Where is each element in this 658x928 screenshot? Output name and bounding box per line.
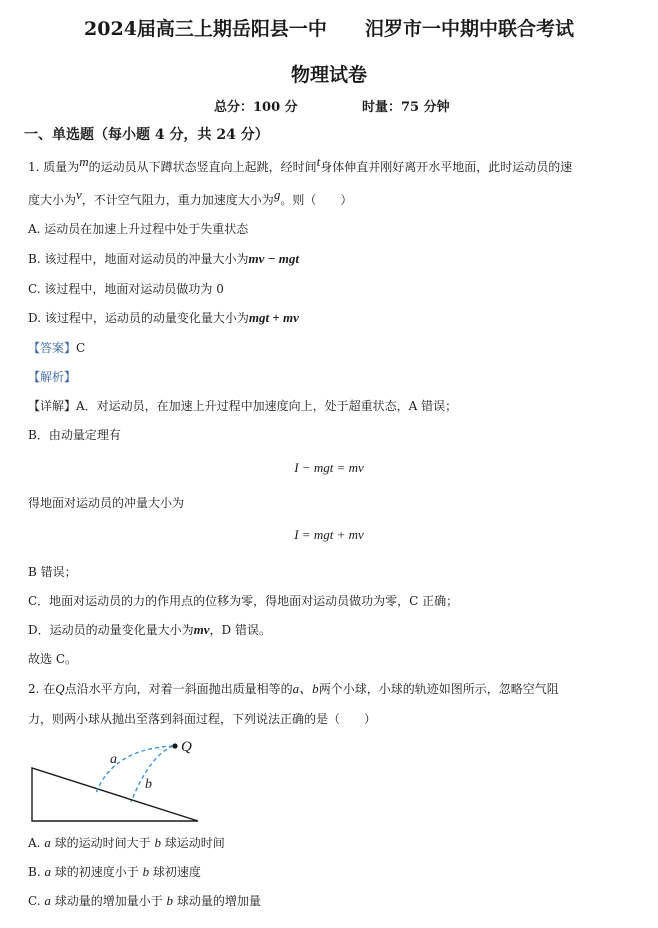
- q2-option-c: [28, 893, 261, 909]
- q1-option-d-text: D. 该过程中，运动员的动量变化量大小为: [28, 311, 249, 325]
- q1-option-a: A. 运动员在加速上升过程中处于失重状态: [28, 222, 249, 236]
- var-v: v: [76, 187, 82, 202]
- q2-option-a: [28, 835, 225, 851]
- detail-d: [28, 622, 271, 638]
- q1-answer: [28, 340, 85, 356]
- q2-stem-a: 2. 在: [28, 682, 56, 696]
- q1-stem-line2: [28, 187, 352, 208]
- q2-option-b-mid: 球的初速度小于: [50, 865, 143, 879]
- q1-stem-b: 的运动员从下蹲状态竖直向上起跳，经时间: [88, 160, 317, 174]
- q2-option-c-v2: b: [166, 893, 174, 908]
- label-b: b: [145, 777, 152, 792]
- q2-option-b-v2: b: [142, 864, 150, 879]
- q2-option-c-mid: 球动量的增加量小于: [50, 894, 167, 908]
- label-a: a: [110, 752, 117, 767]
- q2-option-b-pre: B.: [28, 865, 45, 879]
- q2-stem-line2: 力，则两小球从抛出至落到斜面过程，下列说法正确的是（ ）: [28, 712, 377, 726]
- q1-option-d-expr: mgt + mv: [248, 310, 299, 325]
- launch-point-Q: [172, 743, 177, 748]
- var-t: t: [316, 154, 321, 169]
- incline-triangle: [32, 768, 198, 821]
- q1-option-b-text: B. 该过程中，地面对运动员的冲量大小为: [28, 252, 249, 266]
- q2-stem-b: 点沿水平方向，对着一斜面抛出质量相等的: [64, 682, 293, 696]
- trajectory-b: [131, 746, 173, 802]
- answer-tag: 【答案】: [28, 341, 77, 355]
- q1-option-c: C. 该过程中，地面对运动员做功为 0: [28, 282, 224, 296]
- detail-d-expr: mv: [193, 622, 210, 637]
- detail-b2: 得地面对运动员的冲量大小为: [28, 496, 185, 510]
- var-m: m: [79, 154, 89, 169]
- title-school: 2024届高三上期岳阳县一中: [84, 18, 327, 40]
- q2-option-a-v2: b: [154, 835, 161, 850]
- q1-stem-f: 。则（ ）: [280, 193, 353, 207]
- q2-option-c-post: 球动量的增加量: [173, 894, 261, 908]
- detail-d-end: ，D 错误。: [209, 623, 271, 637]
- equation-1: I − mgt = mv: [294, 460, 364, 475]
- q1-stem-c: 身体伸直并刚好离开水平地面，此时运动员的速: [320, 160, 573, 174]
- analysis-tag: 【解析】: [28, 370, 77, 384]
- q1-option-b: [28, 251, 299, 267]
- total-score: 总分：100 分: [214, 100, 298, 115]
- q2-stem-c: 两个小球，小球的轨迹如图所示，忽略空气阻: [318, 682, 559, 696]
- detail-a-text: A．对运动员，在加速上升过程中加速度向上，处于超重状态，A 错误；: [76, 399, 458, 413]
- var-ab: a、b: [292, 681, 319, 696]
- q1-option-b-expr: mv − mgt: [248, 251, 299, 266]
- section-title: 一、单选题（每小题 4 分，共 24 分）: [24, 127, 269, 143]
- q2-option-a-v1: a: [44, 835, 51, 850]
- title-exam: 汨罗市一中期中联合考试: [364, 18, 574, 40]
- q1-stem-d: 度大小为: [28, 193, 77, 207]
- equation-2: I = mgt + mv: [294, 527, 364, 542]
- q1-option-d: [28, 310, 299, 326]
- detail-tag: 【详解】: [28, 399, 77, 413]
- detail-b: B．由动量定理有: [28, 428, 121, 442]
- q2-option-a-post: 球运动时间: [160, 836, 225, 850]
- q2-option-b-post: 球初速度: [149, 865, 201, 879]
- detail-d-text: D．运动员的动量变化量大小为: [28, 623, 194, 637]
- var-Q: Q: [55, 681, 65, 696]
- detail-c: C．地面对运动员的力的作用点的位移为零，得地面对运动员做功为零，C 正确；: [28, 594, 459, 608]
- q1-stem-line1: [28, 154, 572, 175]
- page-subtitle: 物理试卷: [290, 64, 367, 86]
- q1-stem-a: 1. 质量为: [28, 160, 80, 174]
- q1-stem-e: ，不计空气阻力，重力加速度大小为: [81, 193, 274, 207]
- time-limit: 时量：75 分钟: [362, 100, 450, 115]
- exam-title: [0, 14, 658, 41]
- trajectory-a: [96, 746, 173, 793]
- detail-b3: B 错误；: [28, 565, 77, 579]
- q2-option-c-v1: a: [44, 893, 51, 908]
- label-Q: Q: [181, 739, 192, 755]
- detail-a: [28, 398, 457, 414]
- q2-option-b-v1: a: [44, 864, 51, 879]
- q2-option-c-pre: C.: [28, 894, 45, 908]
- conclusion: 故选 C。: [28, 652, 77, 666]
- answer-value: C: [76, 341, 86, 355]
- q2-option-a-pre: A.: [28, 836, 45, 850]
- var-g: g: [273, 187, 281, 202]
- q2-option-b: [28, 864, 201, 880]
- incline-figure: [28, 733, 203, 825]
- q2-stem-line1: [28, 681, 559, 697]
- q2-option-a-mid: 球的运动时间大于: [50, 836, 155, 850]
